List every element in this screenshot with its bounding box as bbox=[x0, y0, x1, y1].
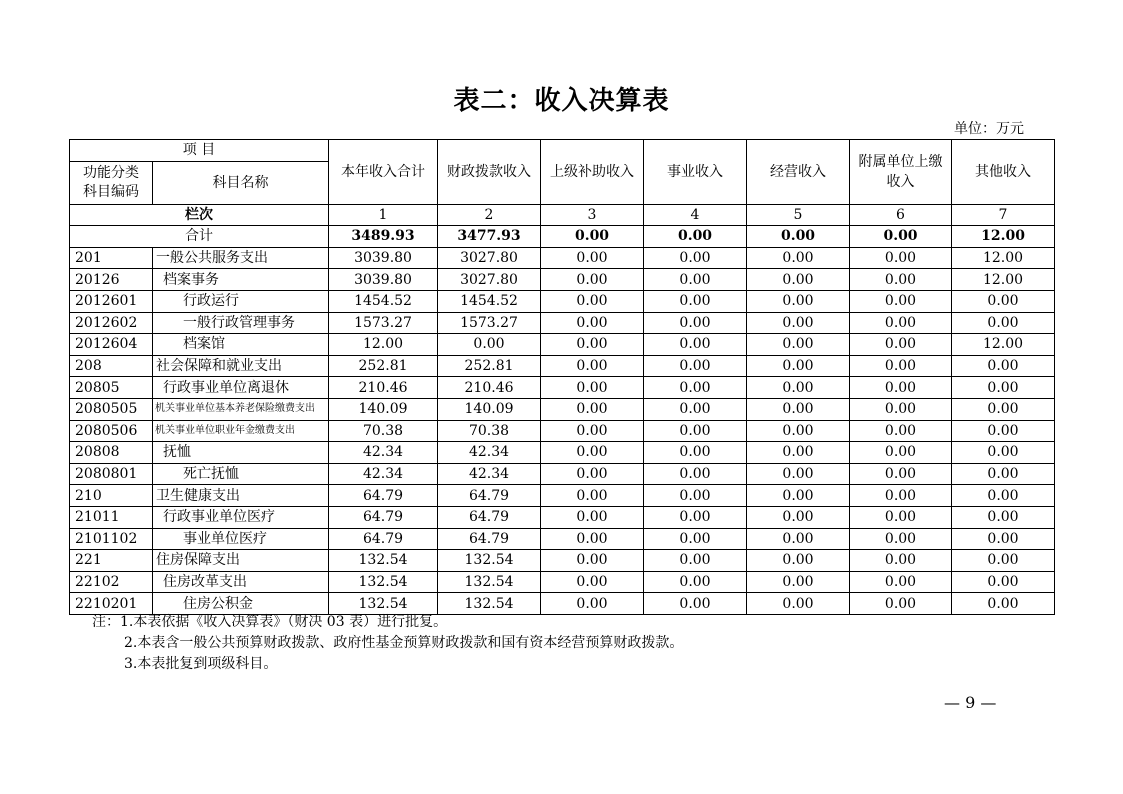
row-code: 20805 bbox=[70, 377, 153, 399]
row-value-4: 0.00 bbox=[644, 442, 747, 464]
row-value-4: 0.00 bbox=[644, 334, 747, 356]
col-num-2: 2 bbox=[438, 204, 541, 226]
total-label: 合计 bbox=[70, 226, 329, 248]
row-value-3: 0.00 bbox=[541, 463, 644, 485]
row-name: 机关事业单位基本养老保险缴费支出 bbox=[153, 398, 329, 420]
row-value-6: 0.00 bbox=[850, 506, 952, 528]
table-row bbox=[70, 550, 1055, 572]
col-num-3: 3 bbox=[541, 204, 644, 226]
row-value-5: 0.00 bbox=[747, 550, 850, 572]
row-name: 死亡抚恤 bbox=[153, 463, 329, 485]
row-code: 221 bbox=[70, 550, 153, 572]
row-name: 档案事务 bbox=[153, 269, 329, 291]
row-code: 20126 bbox=[70, 269, 153, 291]
total-value-5: 0.00 bbox=[747, 226, 850, 248]
col-num-5: 5 bbox=[747, 204, 850, 226]
row-code: 2012601 bbox=[70, 290, 153, 312]
total-value-2: 3477.93 bbox=[438, 226, 541, 248]
table-row bbox=[70, 528, 1055, 550]
row-value-7: 12.00 bbox=[952, 269, 1055, 291]
row-value-6: 0.00 bbox=[850, 377, 952, 399]
row-value-2: 252.81 bbox=[438, 355, 541, 377]
row-value-7: 0.00 bbox=[952, 550, 1055, 572]
header-col-4: 事业收入 bbox=[644, 140, 747, 205]
row-value-5: 0.00 bbox=[747, 312, 850, 334]
col-num-4: 4 bbox=[644, 204, 747, 226]
row-value-2: 3027.80 bbox=[438, 269, 541, 291]
row-value-1: 1454.52 bbox=[329, 290, 438, 312]
row-value-2: 64.79 bbox=[438, 506, 541, 528]
row-value-1: 70.38 bbox=[329, 420, 438, 442]
header-code bbox=[70, 161, 153, 204]
table-row bbox=[70, 485, 1055, 507]
total-value-1: 3489.93 bbox=[329, 226, 438, 248]
header-col-2: 财政拨款收入 bbox=[438, 140, 541, 205]
row-value-4: 0.00 bbox=[644, 506, 747, 528]
row-value-7: 0.00 bbox=[952, 420, 1055, 442]
header-lanci: 栏次 bbox=[70, 204, 329, 226]
row-value-4: 0.00 bbox=[644, 550, 747, 572]
row-value-4: 0.00 bbox=[644, 593, 747, 615]
row-name: 社会保障和就业支出 bbox=[153, 355, 329, 377]
table-row bbox=[70, 506, 1055, 528]
col-num-6: 6 bbox=[850, 204, 952, 226]
header-col-1: 本年收入合计 bbox=[329, 140, 438, 205]
row-value-6: 0.00 bbox=[850, 442, 952, 464]
row-value-6: 0.00 bbox=[850, 269, 952, 291]
header-col-7: 其他收入 bbox=[952, 140, 1055, 205]
note-3: 3.本表批复到项级科目。 bbox=[124, 656, 278, 672]
total-value-7: 12.00 bbox=[952, 226, 1055, 248]
row-value-1: 42.34 bbox=[329, 463, 438, 485]
header-col-6-label: 附属单位上缴收入 bbox=[858, 153, 943, 190]
income-table bbox=[69, 139, 1055, 615]
row-value-5: 0.00 bbox=[747, 420, 850, 442]
row-value-3: 0.00 bbox=[541, 593, 644, 615]
row-value-3: 0.00 bbox=[541, 442, 644, 464]
table-row bbox=[70, 377, 1055, 399]
row-value-5: 0.00 bbox=[747, 442, 850, 464]
row-value-1: 252.81 bbox=[329, 355, 438, 377]
row-value-7: 0.00 bbox=[952, 290, 1055, 312]
row-value-5: 0.00 bbox=[747, 528, 850, 550]
row-value-6: 0.00 bbox=[850, 463, 952, 485]
row-value-2: 140.09 bbox=[438, 398, 541, 420]
row-value-7: 0.00 bbox=[952, 377, 1055, 399]
row-value-7: 12.00 bbox=[952, 334, 1055, 356]
row-value-4: 0.00 bbox=[644, 463, 747, 485]
row-name: 行政事业单位医疗 bbox=[153, 506, 329, 528]
row-value-3: 0.00 bbox=[541, 550, 644, 572]
row-value-7: 0.00 bbox=[952, 485, 1055, 507]
row-value-1: 64.79 bbox=[329, 528, 438, 550]
row-value-3: 0.00 bbox=[541, 377, 644, 399]
row-value-3: 0.00 bbox=[541, 290, 644, 312]
row-value-5: 0.00 bbox=[747, 290, 850, 312]
row-name: 一般公共服务支出 bbox=[153, 247, 329, 269]
row-code: 2080801 bbox=[70, 463, 153, 485]
row-value-1: 210.46 bbox=[329, 377, 438, 399]
row-value-2: 3027.80 bbox=[438, 247, 541, 269]
row-value-6: 0.00 bbox=[850, 334, 952, 356]
row-value-1: 132.54 bbox=[329, 593, 438, 615]
row-value-2: 42.34 bbox=[438, 463, 541, 485]
row-value-3: 0.00 bbox=[541, 528, 644, 550]
row-value-3: 0.00 bbox=[541, 420, 644, 442]
row-value-1: 64.79 bbox=[329, 506, 438, 528]
row-value-6: 0.00 bbox=[850, 420, 952, 442]
row-value-6: 0.00 bbox=[850, 355, 952, 377]
row-value-5: 0.00 bbox=[747, 377, 850, 399]
row-value-7: 0.00 bbox=[952, 571, 1055, 593]
row-value-2: 210.46 bbox=[438, 377, 541, 399]
row-value-6: 0.00 bbox=[850, 398, 952, 420]
total-value-3: 0.00 bbox=[541, 226, 644, 248]
total-row bbox=[70, 226, 1055, 248]
row-value-1: 140.09 bbox=[329, 398, 438, 420]
row-value-1: 64.79 bbox=[329, 485, 438, 507]
row-value-7: 12.00 bbox=[952, 247, 1055, 269]
row-value-6: 0.00 bbox=[850, 247, 952, 269]
row-value-6: 0.00 bbox=[850, 550, 952, 572]
row-name: 机关事业单位职业年金缴费支出 bbox=[153, 420, 329, 442]
note-2: 2.本表含一般公共预算财政拨款、政府性基金预算财政拨款和国有资本经营预算财政拨款。 bbox=[124, 635, 684, 651]
row-value-3: 0.00 bbox=[541, 334, 644, 356]
row-value-7: 0.00 bbox=[952, 463, 1055, 485]
row-value-1: 132.54 bbox=[329, 550, 438, 572]
row-value-3: 0.00 bbox=[541, 485, 644, 507]
row-value-3: 0.00 bbox=[541, 247, 644, 269]
row-value-3: 0.00 bbox=[541, 398, 644, 420]
row-value-1: 132.54 bbox=[329, 571, 438, 593]
row-name: 抚恤 bbox=[153, 442, 329, 464]
row-value-3: 0.00 bbox=[541, 571, 644, 593]
row-value-2: 64.79 bbox=[438, 528, 541, 550]
row-value-6: 0.00 bbox=[850, 312, 952, 334]
row-value-4: 0.00 bbox=[644, 571, 747, 593]
row-value-4: 0.00 bbox=[644, 420, 747, 442]
table-row bbox=[70, 290, 1055, 312]
row-value-7: 0.00 bbox=[952, 398, 1055, 420]
row-value-1: 1573.27 bbox=[329, 312, 438, 334]
header-col-5: 经营收入 bbox=[747, 140, 850, 205]
row-value-5: 0.00 bbox=[747, 506, 850, 528]
table-row bbox=[70, 247, 1055, 269]
row-value-5: 0.00 bbox=[747, 593, 850, 615]
header-name: 科目名称 bbox=[153, 161, 329, 204]
row-value-7: 0.00 bbox=[952, 593, 1055, 615]
row-value-6: 0.00 bbox=[850, 290, 952, 312]
row-code: 2080505 bbox=[70, 398, 153, 420]
table-row bbox=[70, 398, 1055, 420]
row-value-2: 70.38 bbox=[438, 420, 541, 442]
row-value-5: 0.00 bbox=[747, 269, 850, 291]
table-row bbox=[70, 442, 1055, 464]
row-name: 一般行政管理事务 bbox=[153, 312, 329, 334]
unit-label: 单位：万元 bbox=[954, 121, 1024, 137]
table-row bbox=[70, 269, 1055, 291]
row-value-4: 0.00 bbox=[644, 377, 747, 399]
col-num-1: 1 bbox=[329, 204, 438, 226]
row-value-2: 132.54 bbox=[438, 593, 541, 615]
table-row bbox=[70, 571, 1055, 593]
row-value-4: 0.00 bbox=[644, 290, 747, 312]
row-code: 208 bbox=[70, 355, 153, 377]
header-code-line1: 功能分类 bbox=[83, 164, 139, 181]
row-value-4: 0.00 bbox=[644, 312, 747, 334]
row-name: 行政运行 bbox=[153, 290, 329, 312]
row-value-2: 132.54 bbox=[438, 550, 541, 572]
note-1: 注：1.本表依据《收入决算表》（财决 03 表）进行批复。 bbox=[92, 614, 448, 630]
row-name: 档案馆 bbox=[153, 334, 329, 356]
row-code: 2012602 bbox=[70, 312, 153, 334]
row-value-4: 0.00 bbox=[644, 398, 747, 420]
row-value-1: 42.34 bbox=[329, 442, 438, 464]
total-value-4: 0.00 bbox=[644, 226, 747, 248]
row-value-7: 0.00 bbox=[952, 442, 1055, 464]
row-value-4: 0.00 bbox=[644, 269, 747, 291]
row-code: 21011 bbox=[70, 506, 153, 528]
row-name: 行政事业单位离退休 bbox=[153, 377, 329, 399]
row-code: 20808 bbox=[70, 442, 153, 464]
row-name: 住房保障支出 bbox=[153, 550, 329, 572]
total-value-6: 0.00 bbox=[850, 226, 952, 248]
row-value-6: 0.00 bbox=[850, 571, 952, 593]
row-value-6: 0.00 bbox=[850, 593, 952, 615]
row-code: 2210201 bbox=[70, 593, 153, 615]
row-value-5: 0.00 bbox=[747, 571, 850, 593]
row-name: 事业单位医疗 bbox=[153, 528, 329, 550]
row-value-3: 0.00 bbox=[541, 506, 644, 528]
row-value-7: 0.00 bbox=[952, 528, 1055, 550]
row-value-5: 0.00 bbox=[747, 485, 850, 507]
row-value-2: 1454.52 bbox=[438, 290, 541, 312]
row-name: 住房改革支出 bbox=[153, 571, 329, 593]
col-num-7: 7 bbox=[952, 204, 1055, 226]
row-name: 住房公积金 bbox=[153, 593, 329, 615]
row-value-2: 0.00 bbox=[438, 334, 541, 356]
row-value-5: 0.00 bbox=[747, 247, 850, 269]
row-value-4: 0.00 bbox=[644, 355, 747, 377]
row-code: 210 bbox=[70, 485, 153, 507]
row-value-2: 64.79 bbox=[438, 485, 541, 507]
table-row bbox=[70, 334, 1055, 356]
row-value-2: 42.34 bbox=[438, 442, 541, 464]
table-row bbox=[70, 355, 1055, 377]
row-value-4: 0.00 bbox=[644, 528, 747, 550]
row-code: 2101102 bbox=[70, 528, 153, 550]
header-col-6 bbox=[850, 140, 952, 205]
row-value-3: 0.00 bbox=[541, 355, 644, 377]
row-value-2: 1573.27 bbox=[438, 312, 541, 334]
row-value-5: 0.00 bbox=[747, 398, 850, 420]
page-number: — 9 — bbox=[944, 693, 997, 712]
row-code: 201 bbox=[70, 247, 153, 269]
header-code-line2: 科目编码 bbox=[83, 183, 139, 200]
table-row bbox=[70, 463, 1055, 485]
row-code: 22102 bbox=[70, 571, 153, 593]
row-value-2: 132.54 bbox=[438, 571, 541, 593]
row-value-3: 0.00 bbox=[541, 269, 644, 291]
row-value-7: 0.00 bbox=[952, 355, 1055, 377]
row-value-7: 0.00 bbox=[952, 312, 1055, 334]
page-title: 表二：收入决算表 bbox=[453, 86, 670, 116]
row-value-1: 3039.80 bbox=[329, 269, 438, 291]
row-code: 2012604 bbox=[70, 334, 153, 356]
row-value-1: 12.00 bbox=[329, 334, 438, 356]
row-code: 2080506 bbox=[70, 420, 153, 442]
row-value-6: 0.00 bbox=[850, 485, 952, 507]
table-row bbox=[70, 420, 1055, 442]
row-value-4: 0.00 bbox=[644, 247, 747, 269]
header-project: 项 目 bbox=[70, 140, 329, 162]
row-name: 卫生健康支出 bbox=[153, 485, 329, 507]
row-value-7: 0.00 bbox=[952, 506, 1055, 528]
row-value-5: 0.00 bbox=[747, 334, 850, 356]
table-row bbox=[70, 312, 1055, 334]
row-value-1: 3039.80 bbox=[329, 247, 438, 269]
row-value-3: 0.00 bbox=[541, 312, 644, 334]
header-col-3: 上级补助收入 bbox=[541, 140, 644, 205]
row-value-5: 0.00 bbox=[747, 355, 850, 377]
row-value-5: 0.00 bbox=[747, 463, 850, 485]
notes bbox=[92, 612, 683, 675]
row-value-6: 0.00 bbox=[850, 528, 952, 550]
row-value-4: 0.00 bbox=[644, 485, 747, 507]
